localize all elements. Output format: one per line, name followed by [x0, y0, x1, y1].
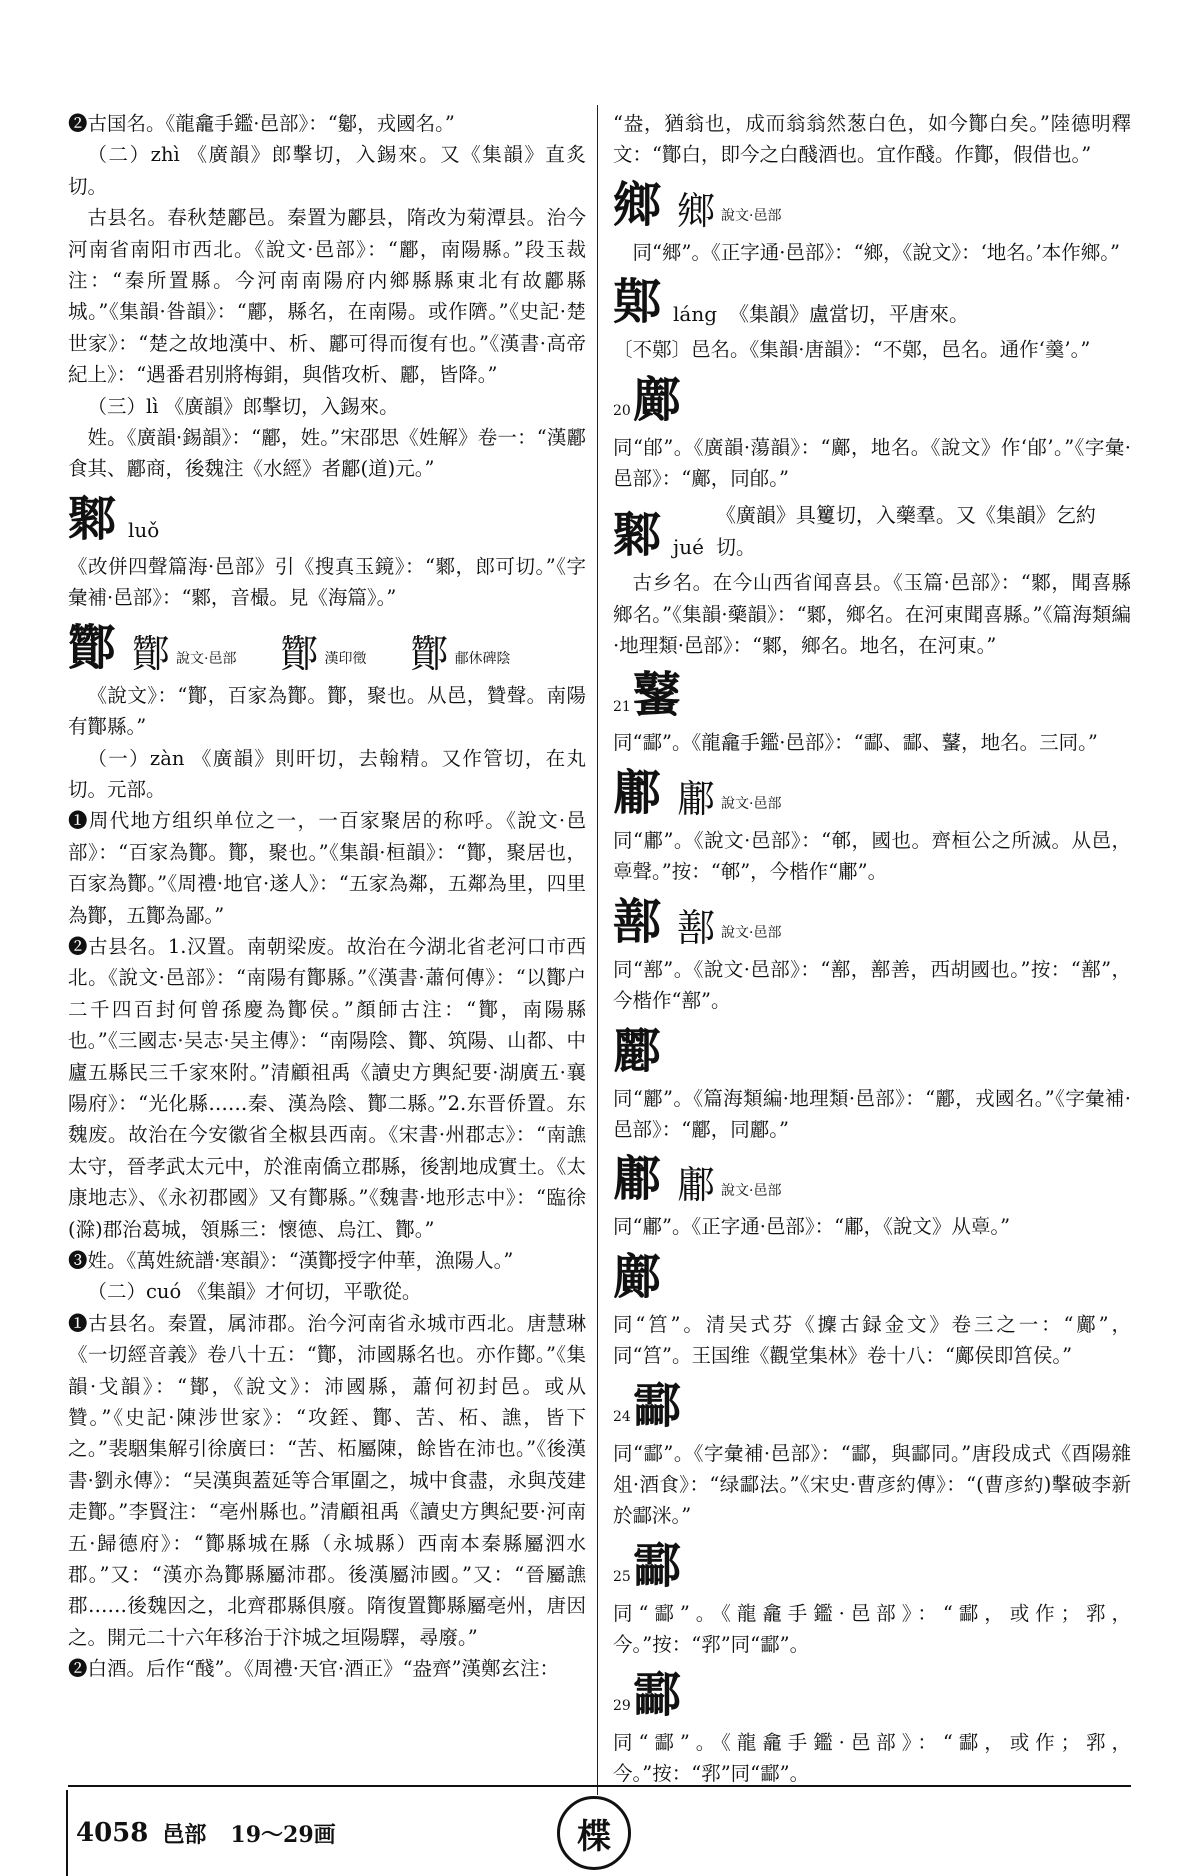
page-footer	[68, 1790, 336, 1876]
headword-char: 鄘	[613, 764, 662, 821]
entry-text: 同“酈”。《篇海類編·地理類·邑部》：“酈，戎國名。”《字彙補·邑部》：“酈，同酈。”	[613, 1086, 1131, 1141]
seal-form: 鄘	[677, 776, 716, 821]
entry-text: ❷古县名。1.汉置。南朝梁废。故治在今湖北省老河口市西北。《說文·邑部》：“南陽有酇縣。”《漢書·蕭何傳》：“以酇户二千四百封何曾孫慶為酇侯。”顏師古注：“酇，南陽縣也。”《三國志·吴志·吴主傳》：“南陽陰、酇、筑陽、山都、中廬五縣民三千家來附。”清顧祖禹《讀史方輿紀要·湖廣五·襄陽府》：“光化縣……秦、漢為陰、酇二縣。”2.东晋侨置。东魏废。故治在今安徽省全椒县西南。《宋書·州郡志》：“南譙太守，晉孝武太元中，於淮南僑立郡縣，後割地成實土。《太康地志》、《永初郡國》又有酇縣。”《魏書·地形志中》：“臨徐(滁)郡治葛城，領縣三：懷德、烏江、酇。”	[68, 934, 586, 1241]
seal-form-label: 說文·邑部	[721, 208, 782, 225]
left-column	[68, 108, 586, 1685]
headword-entry-luo	[68, 491, 586, 547]
headword-char: 鄹	[68, 490, 117, 547]
entry-text: 《廣韻》具籰切，入藥羣。又《集韻》乞約切。	[715, 503, 1096, 559]
entry-text: 同“酃”。《龍龕手鑑·邑部》：“酃，或作；郛，今。”按：“郛”同“酃”。	[613, 1730, 1131, 1785]
headword-pinyin: láng	[673, 301, 718, 326]
headword-pinyin: luǒ	[128, 518, 160, 543]
entry-text: ❸姓。《萬姓統譜·寒韻》：“漢酇授字仲華，漁陽人。”	[68, 1249, 514, 1272]
entry-text: 《說文》：“酇，百家為酇。酇，聚也。从邑，贊聲。南陽有酇縣。”	[68, 683, 586, 739]
entry-text: 同“鄘”。《正字通·邑部》：“鄘，《說文》从𩫏。”	[613, 1215, 1011, 1239]
headword-char: 鄯	[613, 893, 662, 950]
entry-text: 同“酃”。《龍龕手鑑·邑部》：“酃、酃、鼜，地名。三同。”	[613, 731, 1098, 755]
headword-char: 鄚	[613, 274, 662, 331]
footer-rule	[68, 1785, 1131, 1787]
headword-entry-jue	[613, 500, 1131, 563]
seal-form: 酇	[280, 631, 319, 676]
headword-char: 酃	[632, 1666, 681, 1723]
headword-entry-25	[613, 1538, 1131, 1594]
entry-text: 古乡名。在今山西省闻喜县。《玉篇·邑部》：“鄹，聞喜縣鄉名。”《集韻·藥韻》：“鄹，鄉名。在河東聞喜縣。”《篇海類編·地理類·邑部》：“鄹，鄉名。地名，在河東。”	[613, 571, 1131, 658]
seal-form-label: 說文·邑部	[176, 651, 237, 668]
seal-form-label: 說文·邑部	[721, 1182, 782, 1199]
headword-entry-yong	[613, 765, 1131, 821]
headword-char: 鄺	[613, 1248, 662, 1305]
headword-char: 酈	[613, 1022, 662, 1079]
paragraph: （三）lì 《廣韻》郎擊切，入錫來。	[87, 394, 399, 418]
headword-pinyin: jué	[673, 534, 704, 559]
stroke-number: 24	[613, 1409, 631, 1426]
headword-entry-24	[613, 1378, 1131, 1434]
headword-entry-jue2	[613, 1249, 1131, 1305]
headword-entry-lang	[613, 274, 1131, 330]
entry-text: 同“鄯”。《說文·邑部》：“鄯，鄯善，西胡國也。”按：“鄯”，今楷作“鄯”。	[613, 957, 1131, 1013]
stroke-number: 25	[613, 1569, 631, 1586]
headword-entry-yong2	[613, 1151, 1131, 1207]
headword-char: 鄉	[613, 176, 662, 233]
entry-text: 《改併四聲篇海·邑部》引《搜真玉鏡》：“鄹，郎可切。”《字彙補·邑部》：“鄹，音樶。見《海篇》。”	[68, 554, 586, 610]
entry-text: 同“筥”。清吴式芬《攈古録金文》卷三之一：“鄺”，同“筥”。王国维《觀堂集林》卷十八：“鄺侯即筥侯。”	[613, 1312, 1131, 1368]
seal-form: 鄯	[677, 905, 716, 950]
page-number: 4058	[76, 1818, 149, 1848]
entry-text: 《集韻》盧當切，平唐來。	[729, 301, 970, 326]
publisher-seal-logo	[557, 1796, 631, 1870]
seal-form: 酇	[132, 631, 171, 676]
stroke-number: 29	[613, 1698, 631, 1715]
right-column	[613, 108, 1131, 1789]
stroke-range: 19～29画	[230, 1821, 336, 1848]
seal-character: 楪	[577, 1816, 611, 1857]
entry-text: （一）zàn 《廣韻》則旰切，去翰精。又作管切，在丸切。元部。	[68, 746, 586, 801]
entry-text: ❶周代地方组织单位之一，一百家聚居的称呼。《說文·邑部》：“百家為酇。酇，聚也。”《集韻·桓韻》：“酇，聚居也，百家為酇。”《周禮·地官·遂人》：“五家為鄰，五鄰為里，四里為酇，五酇為鄙。”	[68, 809, 586, 927]
headword-entry-21	[613, 667, 1131, 723]
entry-text: 同“郷”。《正字通·邑部》：“鄉，《說文》：‘地名。’本作鄉。”	[632, 240, 1120, 264]
headword-char: 酇	[68, 619, 117, 676]
headword-char: 酃	[632, 1377, 681, 1434]
paragraph: 古县名。春秋楚酈邑。秦置为酈县，隋改为菊潭县。治今河南省南阳市西北。《說文·邑部》：“酈，南陽縣。”段玉裁注：“秦所置縣。今河南南陽府内鄉縣縣東北有故酈縣城。”《集韻·昝韻》：“酈，縣名，在南陽。或作隮。”《史記·楚世家》：“楚之故地漢中、析、酈可得而復有也。”《漢書·高帝紀上》：“遇番君别將梅鋗，與偕攻析、酈，皆降。”	[68, 206, 586, 387]
paragraph: 姓。《廣韻·錫韻》：“酈，姓。”宋邵思《姓解》卷一：“漢酈食其、酈商，後魏注《水經》者酈(道)元。”	[68, 426, 586, 481]
entry-text: ❶古县名。秦置，属沛郡。治今河南省永城市西北。唐慧琳《一切經音義》卷八十五：“酇，沛國縣名也。亦作鄼。”《集韻·戈韻》：“鄼，《說文》：沛國縣，蕭何初封邑。或从贊。”《史記·陳涉世家》：“攻銍、酇、苦、柘、譙，皆下之。”裴駰集解引徐廣曰：“苦、柘屬陳，餘皆在沛也。”《後漢書·劉永傳》：“吴漢與蓋延等合軍圍之，城中食盡，永與茂建走酇。”李賢注：“亳州縣也。”清顧祖禹《讀史方輿紀要·河南五·歸德府》：“酇縣城在縣（永城縣）西南本秦縣屬泗水郡。”又：“漢亦為酇縣屬沛郡。後漢屬沛國。”又：“晉屬譙郡……後魏因之，北齊郡縣俱廢。隋復置酇縣屬亳州，唐因之。開元二十六年移治于汴城之垣陽驛，尋廢。”	[68, 1311, 586, 1649]
headword-char: 鼜	[632, 667, 681, 724]
entry-text: 〔不鄚〕邑名。《集韻·唐韻》：“不鄚，邑名。通作‘羹’。”	[613, 338, 1091, 362]
entry-text: ❷白酒。后作“醆”。《周禮·天官·酒正》“盎齊”漢鄭玄注：	[68, 1657, 560, 1681]
seal-form: 酇	[410, 631, 449, 676]
seal-form-label: 漢印徵	[324, 651, 367, 668]
entry-text: 同“酃”。《龍龕手鑑·邑部》：“酃，或作；郛，今。”按：“郛”同“酃”。	[613, 1601, 1131, 1657]
headword-entry-shan	[613, 894, 1131, 950]
headword-entry-zan	[68, 620, 586, 676]
headword-entry-li	[613, 1023, 1131, 1079]
entry-text: 同“酃”。《字彙補·邑部》：“酃，與酃同。”唐段成式《酉陽雜俎·酒食》：“绿酃法。”《宋史·曹彦約傳》：“(曹彦約)擊破李新於酃洣。”	[613, 1441, 1131, 1528]
headword-char: 鄘	[613, 1151, 662, 1208]
seal-form: 鄘	[677, 1163, 716, 1208]
stroke-number: 21	[613, 699, 631, 716]
entry-text: 同“郋”。《廣韻·蕩韻》：“鄺，地名。《說文》作‘郋’。”《字彙·邑部》：“鄺，同郋。”	[613, 435, 1131, 491]
headword-entry-29	[613, 1667, 1131, 1723]
entry-text: 同“鄘”。《說文·邑部》：“䣍，國也。齊桓公之所滅。从邑，𩫏聲。”按：“䣍”，今楷作“鄘”。	[613, 828, 1131, 884]
paragraph: ❷古国名。《龍龕手鑑·邑部》：“酁，戎國名。”	[68, 112, 455, 135]
column-divider	[597, 105, 598, 1795]
seal-form: 鄉	[677, 188, 716, 233]
seal-form-label: 說文·邑部	[721, 796, 782, 813]
headword-char: 鄺	[632, 371, 681, 428]
headword-entry-20	[613, 372, 1131, 428]
stroke-number: 20	[613, 403, 631, 420]
seal-form-label: 說文·邑部	[721, 925, 782, 942]
headword-entry-xiang	[613, 177, 1131, 233]
section-name: 邑部	[162, 1821, 207, 1848]
headword-char: 鄹	[613, 507, 662, 564]
headword-char: 酃	[632, 1537, 681, 1594]
seal-form-label: 郙休碑陰	[454, 651, 511, 668]
entry-text: （二）cuó 《集韻》才何切，平歌從。	[87, 1280, 422, 1304]
paragraph: “盎，猶翁也，成而翁翁然葱白色，如今酇白矣。”陸德明釋文：“酇白，即今之白醆酒也。宜作醆。作酇，假借也。”	[613, 112, 1131, 167]
paragraph: （二）zhì 《廣韻》郎擊切，入錫來。又《集韻》直炙切。	[68, 143, 586, 198]
